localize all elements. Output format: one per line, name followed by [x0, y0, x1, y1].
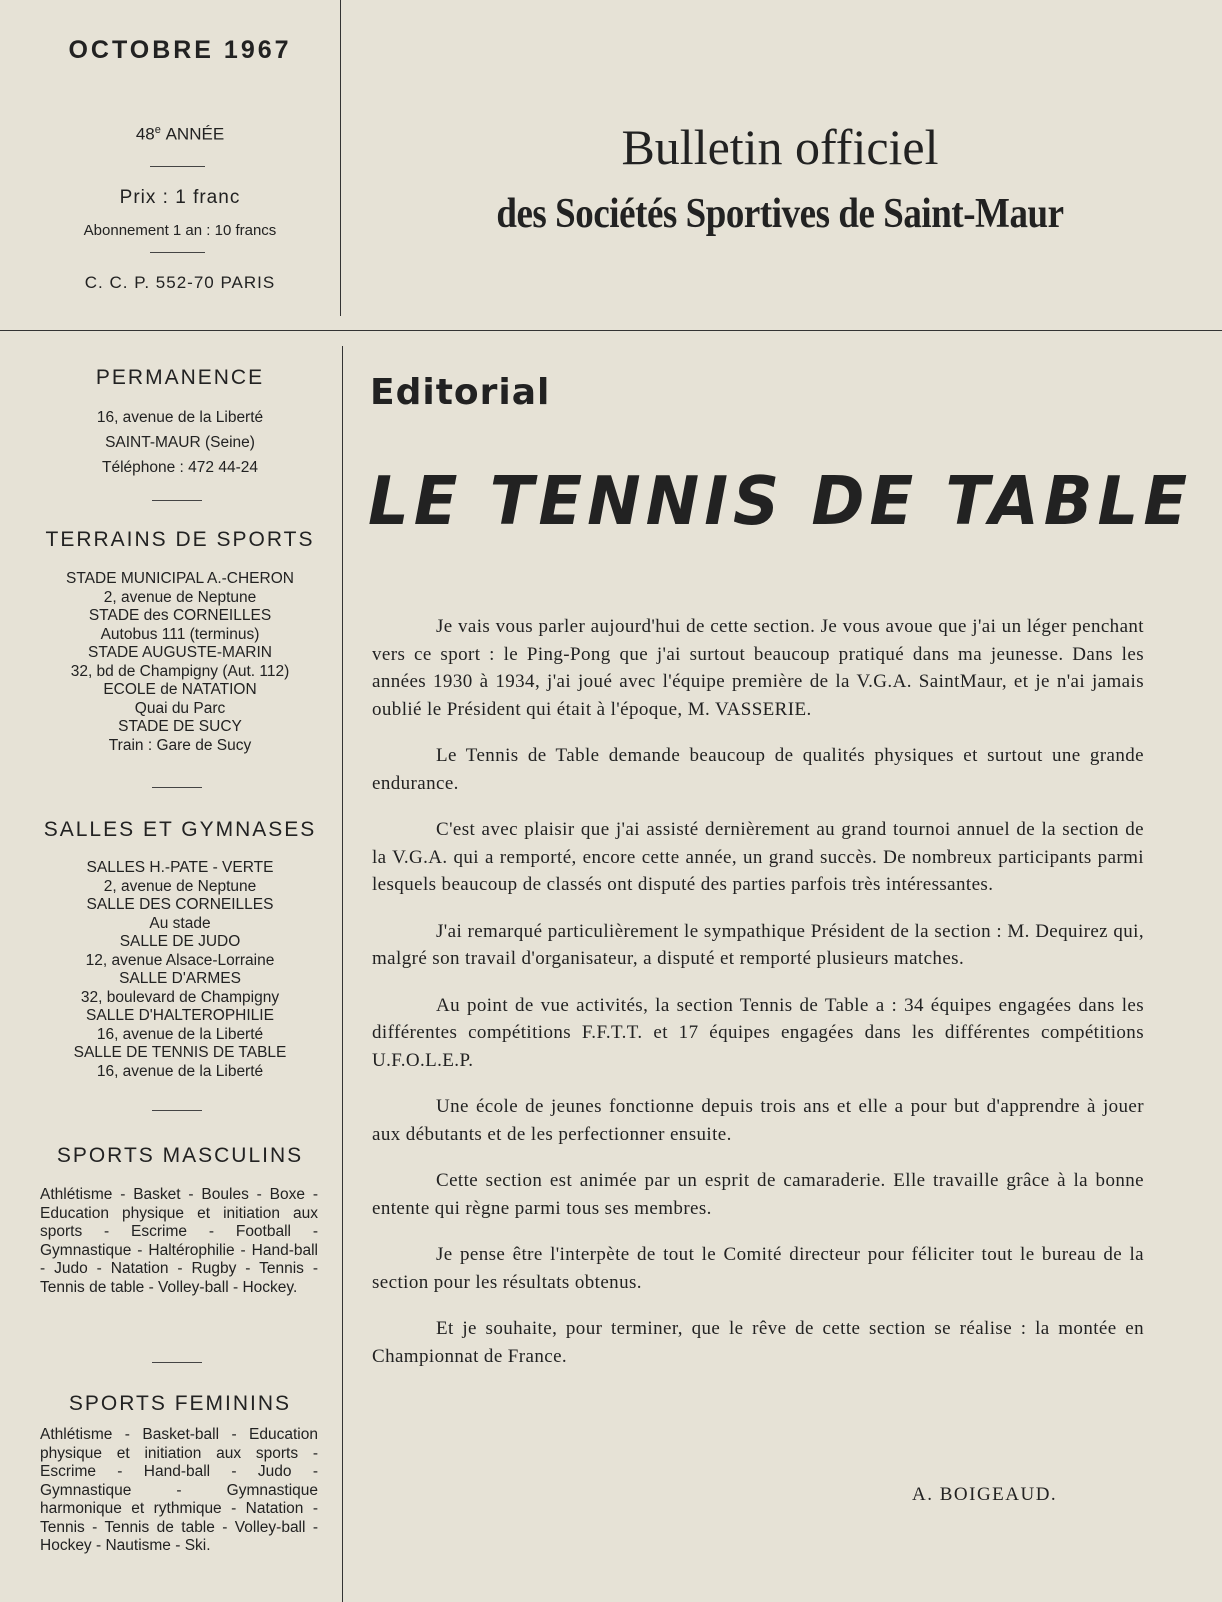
list-item: 32, bd de Champigny (Aut. 112) — [70, 662, 290, 680]
article-paragraph: Le Tennis de Table demande beaucoup de qualités physiques et surtout une grande endurance. — [372, 745, 1144, 794]
permanence-phone: Téléphone : 472 44-24 — [102, 459, 258, 476]
list-item: 16, avenue de la Liberté — [96, 1025, 264, 1043]
list-item: STADE des CORNEILLES — [88, 607, 272, 624]
article-body — [372, 613, 1144, 1389]
divider-dash — [152, 1362, 202, 1363]
list-item: STADE MUNICIPAL A.-CHERON — [66, 570, 294, 587]
divider-dash — [152, 500, 202, 501]
salles-list — [20, 859, 340, 1081]
year-number: 48e ANNÉE — [135, 124, 225, 144]
list-item: ECOLE de NATATION — [103, 681, 257, 698]
divider-dash — [152, 1110, 202, 1111]
article-paragraph: Une école de jeunes fonctionne depuis trois ans et elle a pour but d'apprendre à jouer aux débutants et de les perfectionner ensuite. — [372, 1096, 1144, 1145]
list-item: SALLE D'ARMES — [119, 970, 241, 987]
price: Prix : 1 franc — [119, 187, 241, 208]
divider-dash — [150, 166, 205, 167]
divider-dash — [150, 252, 205, 253]
article-paragraph: Au point de vue activités, la section Tennis de Table a : 34 équipes engagées dans les différentes compétitions F.F.T.T. et 17 équipes engagées dans les différentes compétitions U.F.O.L.E.P. — [372, 994, 1144, 1071]
feminins-text: Athlétisme - Basket-ball - Education physique et initiation aux sports - Escrime - Hand-ball - Judo - Gymnastique - Gymnastique harmonique et rythmique - Natation - Tennis - Tennis de table - Volley-ball - Hockey - Nautisme - Ski. — [40, 1426, 318, 1554]
masthead-subtitle: des Sociétés Sportives de Saint-Maur — [496, 191, 1064, 237]
permanence-city: SAINT-MAUR (Seine) — [105, 434, 255, 451]
signature: A. BOIGEAUD. — [912, 1484, 1058, 1505]
article-paragraph: Je vais vous parler aujourd'hui de cette section. Je vous avoue que j'ai un léger penchant vers ce sport : le Ping-Pong que j'ai surtout beaucoup pratiqué dans ma jeunesse. Dans les années 1930 à 1934, j'ai joué avec l'équipe première de la V.G.A. SaintMaur, et je n'ai jamais oublié le Président qui était à l'époque, M. VASSERIE. — [372, 616, 1144, 720]
ccp-account: C. C. P. 552-70 PARIS — [84, 273, 276, 292]
subscription: Abonnement 1 an : 10 francs — [83, 222, 277, 239]
list-item: SALLE DE JUDO — [119, 933, 241, 950]
list-item: SALLE D'HALTEROPHILIE — [86, 1007, 274, 1024]
list-item: Train : Gare de Sucy — [108, 736, 252, 754]
list-item: STADE DE SUCY — [118, 718, 242, 735]
divider-dash — [152, 787, 202, 788]
issue-date: OCTOBRE 1967 — [68, 36, 292, 64]
terrains-list — [20, 570, 340, 755]
list-item: 2, avenue de Neptune — [103, 877, 257, 895]
terrains-heading: TERRAINS DE SPORTS — [45, 528, 315, 551]
article-paragraph: Cette section est animée par un esprit de camaraderie. Elle travaille grâce à la bonne entente qui règne parmi tous ses membres. — [372, 1170, 1144, 1219]
masculins-text: Athlétisme - Basket - Boules - Boxe - Education physique et initiation aux sports - Escrime - Football - Gymnastique - Haltérophilie - Hand-ball - Judo - Natation - Rugby - Tennis - Tennis de table - Volley-ball - Hockey. — [40, 1186, 318, 1296]
masculins-heading: SPORTS MASCULINS — [56, 1144, 304, 1167]
list-item: 16, avenue de la Liberté — [96, 1062, 264, 1080]
list-item: SALLES H.-PATE - VERTE — [86, 859, 274, 876]
article-paragraph: Je pense être l'interpète de tout le Comité directeur pour féliciter tout le bureau de la section pour les résultats obtenus. — [372, 1244, 1144, 1293]
list-item: 12, avenue Alsace-Lorraine — [85, 951, 275, 969]
list-item: Autobus 111 (terminus) — [100, 625, 260, 643]
list-item: Quai du Parc — [134, 699, 226, 717]
feminins-heading: SPORTS FEMININS — [68, 1392, 292, 1415]
list-item: Au stade — [149, 914, 211, 932]
article-paragraph: Et je souhaite, pour terminer, que le rêve de cette section se réalise : la montée en Championnat de France. — [372, 1318, 1144, 1367]
header-divider-horizontal — [0, 330, 1222, 331]
permanence-heading: PERMANENCE — [95, 366, 265, 389]
list-item: SALLE DE TENNIS DE TABLE — [73, 1044, 287, 1061]
section-label: Editorial — [370, 372, 551, 413]
masthead-title: Bulletin officiel — [621, 119, 939, 175]
list-item: STADE AUGUSTE-MARIN — [87, 644, 272, 661]
list-item: 2, avenue de Neptune — [103, 588, 257, 606]
article-paragraph: C'est avec plaisir que j'ai assisté dernièrement au grand tournoi annuel de la section de la V.G.A. qui a remporté, encore cette année, un grand succès. De nombreux participants parmi lesquels beaucoup de classés ont disputé des parties parfois très intéressantes. — [372, 819, 1144, 895]
list-item: 32, boulevard de Champigny — [80, 988, 280, 1006]
article-title: LE TENNIS DE TABLE — [367, 463, 1193, 541]
article-paragraph: J'ai remarqué particulièrement le sympathique Président de la section : M. Dequirez qui, malgré son travail d'organisateur, a disputé et remporté plusieurs matches. — [372, 920, 1144, 969]
permanence-block — [20, 405, 340, 480]
salles-heading: SALLES ET GYMNASES — [43, 818, 317, 841]
list-item: SALLE DES CORNEILLES — [86, 896, 274, 913]
permanence-address: 16, avenue de la Liberté — [96, 409, 264, 426]
